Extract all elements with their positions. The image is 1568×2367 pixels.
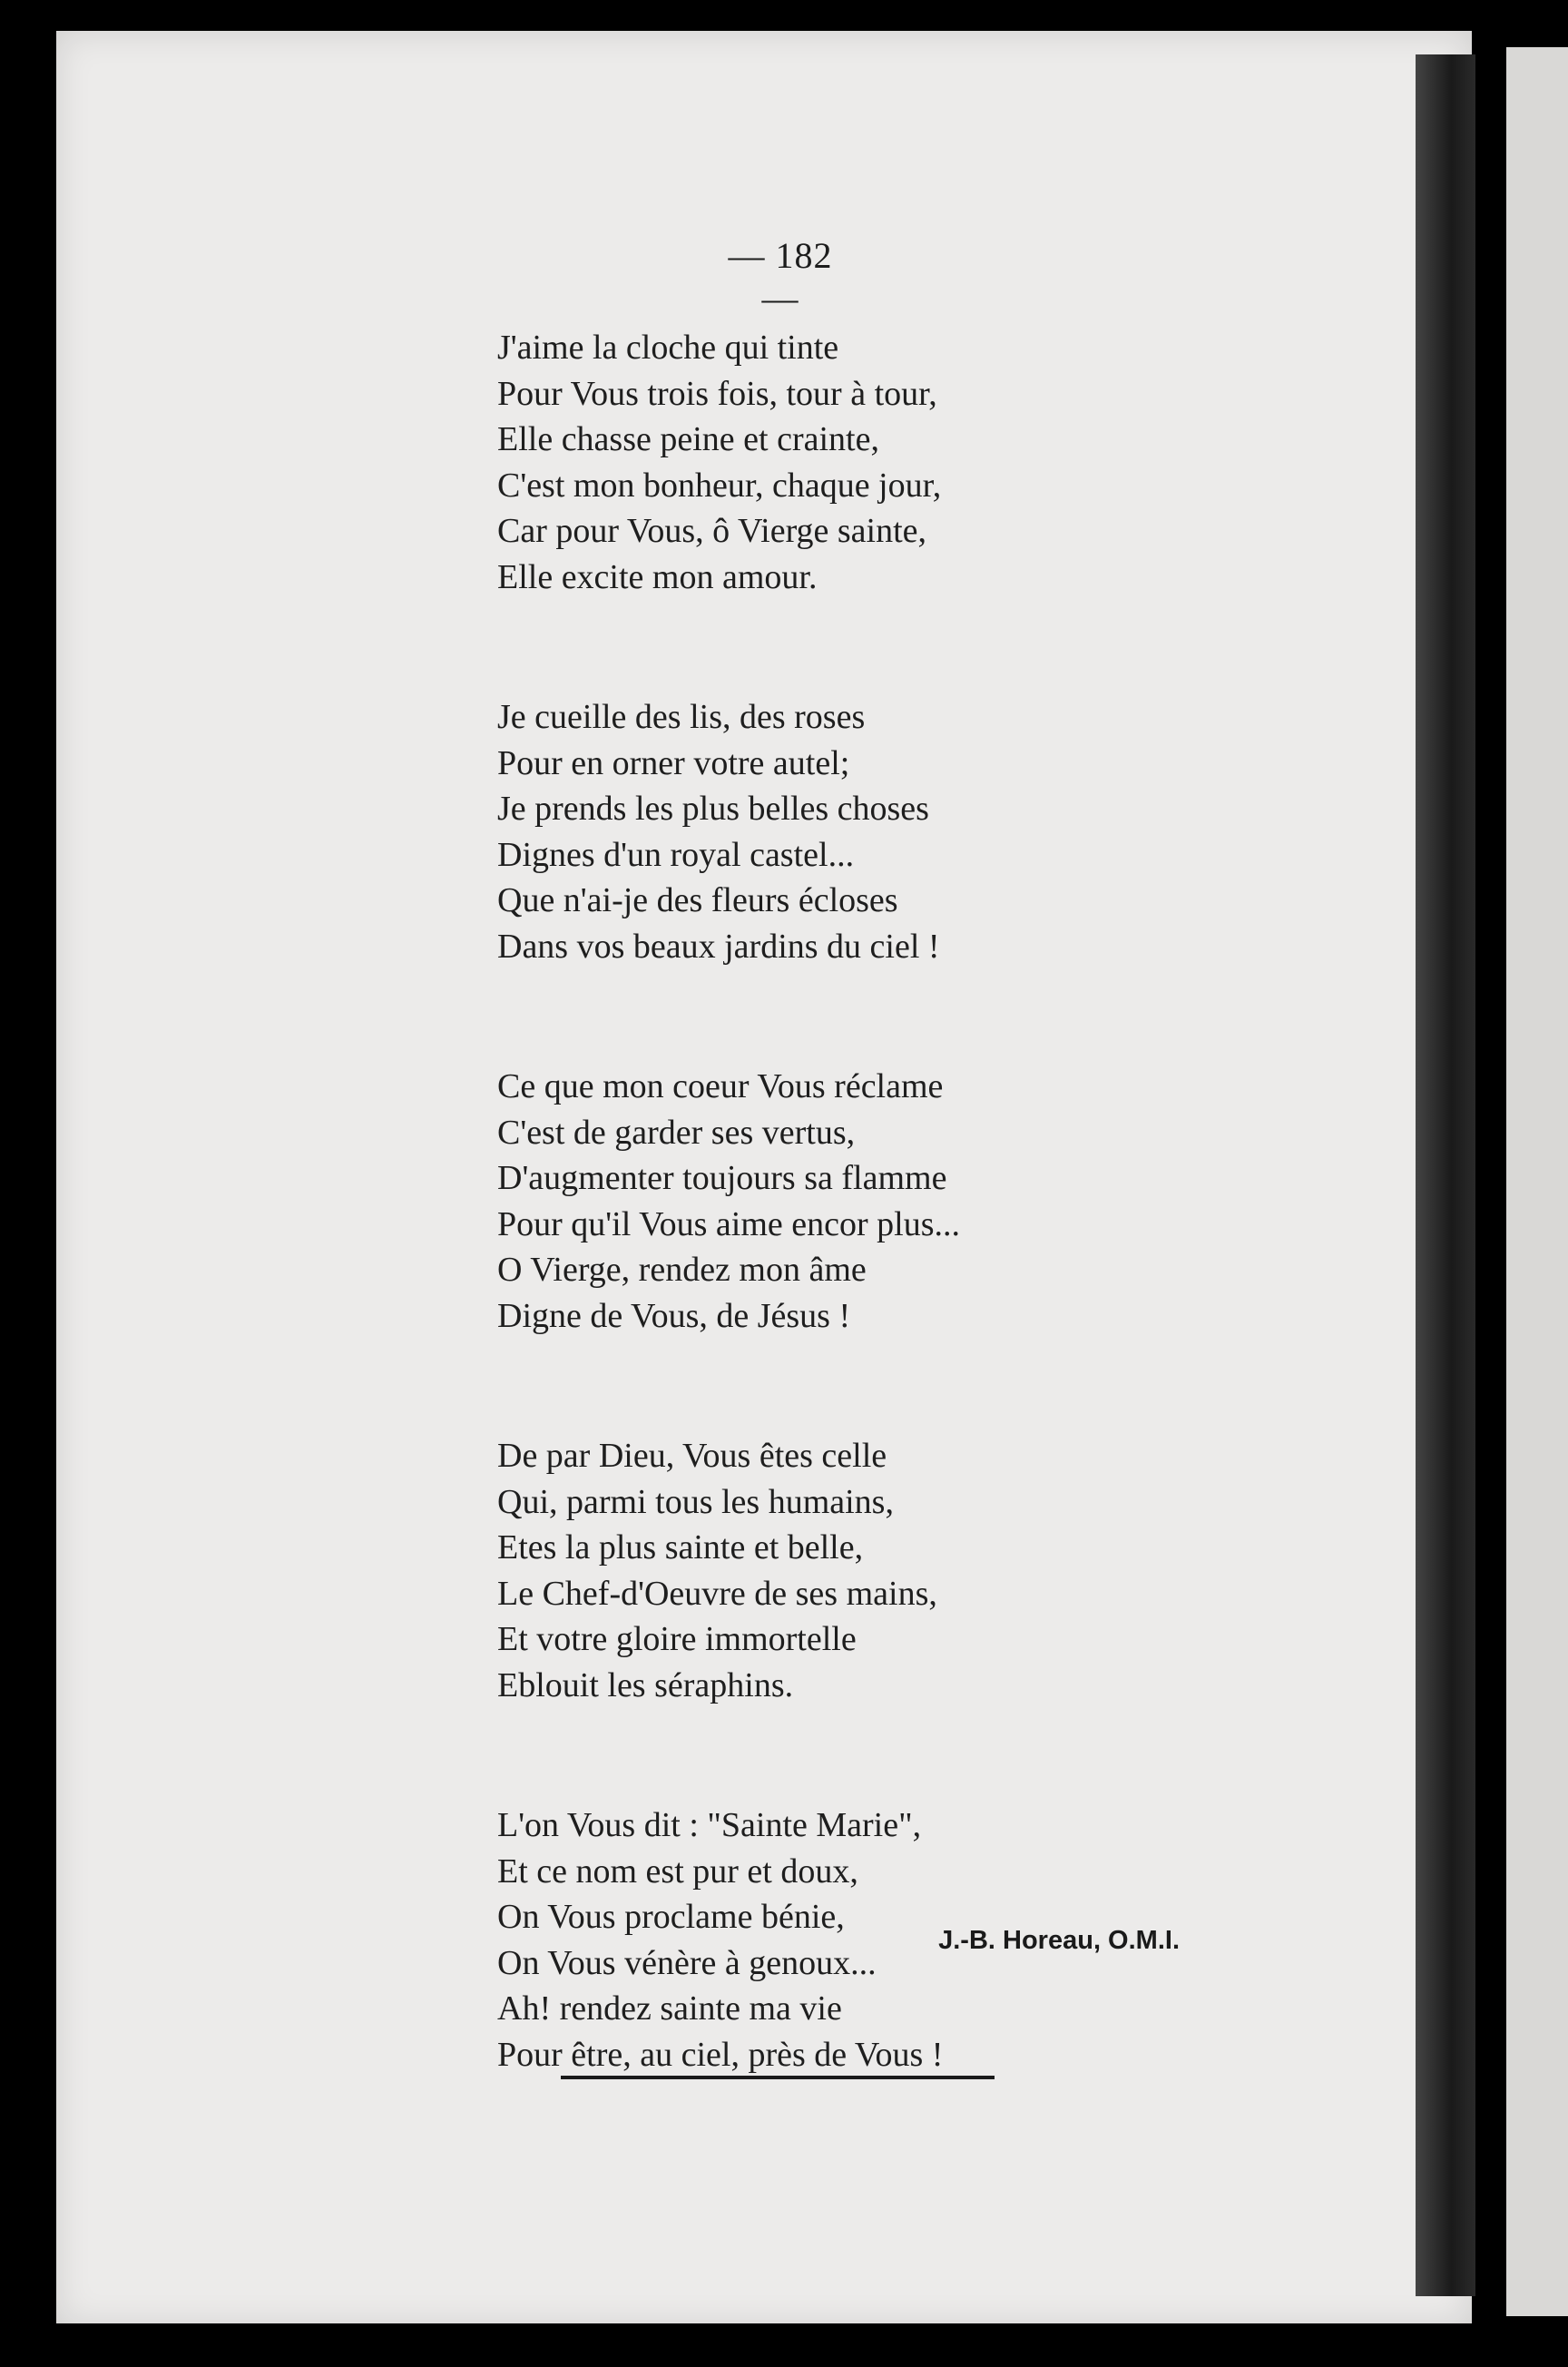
- poem-line: Le Chef-d'Oeuvre de ses mains,: [497, 1574, 937, 1613]
- poem-line: O Vierge, rendez mon âme: [497, 1251, 867, 1289]
- poem-line: Pour qu'il Vous aime encor plus...: [497, 1204, 960, 1243]
- stanza-2: [497, 694, 1132, 969]
- poem-line: Et ce nom est pur et doux,: [497, 1851, 858, 1891]
- poem-line: J'aime la cloche qui tinte: [497, 329, 839, 367]
- poem-line: Ah! rendez sainte ma vie: [497, 1989, 842, 2028]
- poem-line: Je prends les plus belles choses: [497, 790, 929, 828]
- adjacent-page-edge: [1506, 47, 1568, 2316]
- poem-line: Dans vos beaux jardins du ciel !: [497, 927, 940, 966]
- stanza-1: [497, 325, 1132, 600]
- poem-line: Elle chasse peine et crainte,: [497, 420, 879, 458]
- poem-line: C'est de garder ses vertus,: [497, 1113, 856, 1152]
- spine-shadow: [1416, 54, 1475, 2296]
- poem-line: On Vous proclame bénie,: [497, 1898, 845, 1936]
- stanza-4: [497, 1433, 1132, 1708]
- poem-line: Pour en orner votre autel;: [497, 743, 850, 782]
- poem-line: Dignes d'un royal castel...: [497, 835, 855, 874]
- poem-line: Pour Vous trois fois, tour à tour,: [497, 374, 937, 413]
- poem: [497, 325, 1132, 2172]
- poem-line: Que n'ai-je des fleurs écloses: [497, 881, 898, 919]
- poem-line: Etes la plus sainte et belle,: [497, 1528, 864, 1567]
- poem-line: D'augmenter toujours sa flamme: [497, 1159, 947, 1197]
- stanza-3: [497, 1064, 1132, 1339]
- end-rule: [561, 2076, 995, 2079]
- poem-line: De par Dieu, Vous êtes celle: [497, 1437, 887, 1475]
- poem-line: Car pour Vous, ô Vierge sainte,: [497, 512, 927, 550]
- poem-line: Digne de Vous, de Jésus !: [497, 1296, 851, 1335]
- scan-border: [0, 2323, 1568, 2367]
- poem-line: Je cueille des lis, des roses: [497, 698, 866, 736]
- poem-line: Qui, parmi tous les humains,: [497, 1482, 894, 1521]
- poem-line: Et votre gloire immortelle: [497, 1620, 857, 1658]
- poem-line: Eblouit les séraphins.: [497, 1665, 794, 1704]
- author-signature: J.-B. Horeau, O.M.I.: [938, 1926, 1180, 1955]
- poem-line: Ce que mon coeur Vous réclame: [497, 1067, 944, 1105]
- poem-line: On Vous vénère à genoux...: [497, 1943, 877, 1982]
- poem-line: L'on Vous dit : "Sainte Marie",: [497, 1806, 922, 1844]
- poem-line: Pour être, au ciel, près de Vous !: [497, 2035, 944, 2074]
- page-number: — 182 —: [728, 235, 833, 319]
- poem-line: C'est mon bonheur, chaque jour,: [497, 466, 942, 505]
- poem-line: Elle excite mon amour.: [497, 557, 818, 596]
